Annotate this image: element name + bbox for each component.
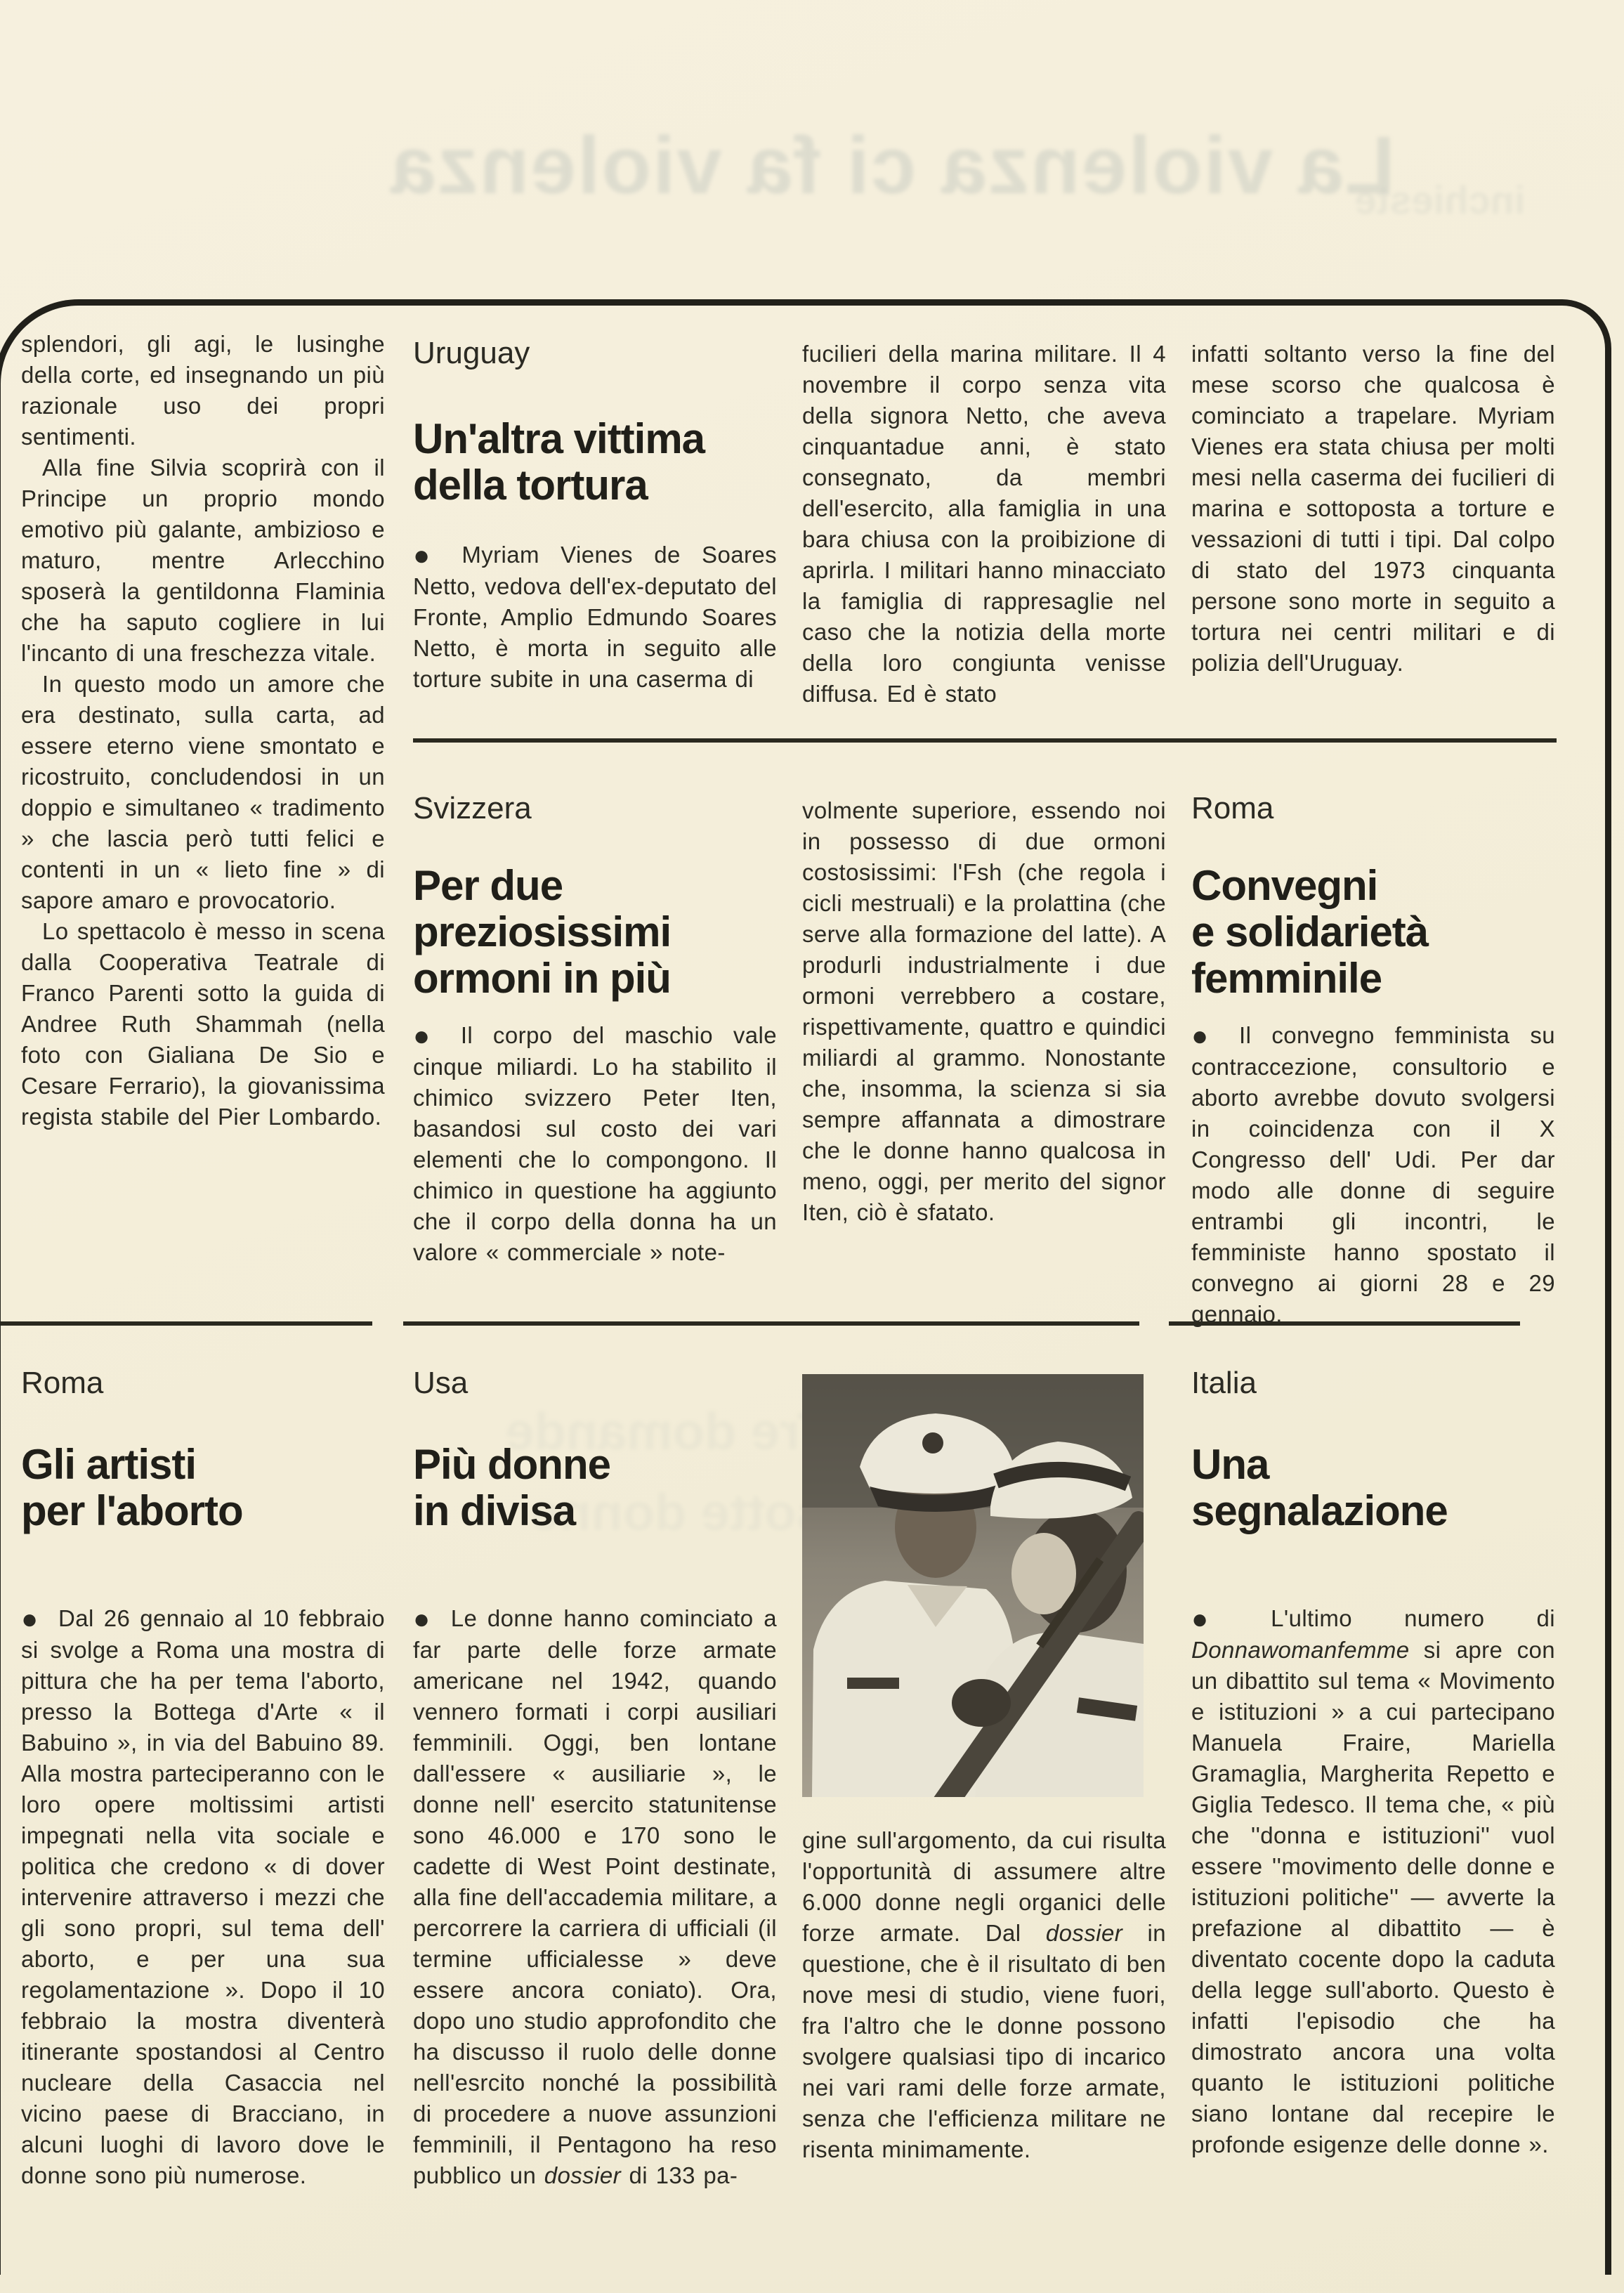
headline-convegni: [1191, 863, 1428, 1002]
paragraph: fucilieri della marina militare. Il 4 novembre il corpo senza vita della signora Netto, che aveva cinquantadue anni, è stato consegnato, da membri dell'esercito, alla famiglia in una bara chiusa con la proibizione di aprirla. I militari hanno minacciato la famiglia di rappresaglie nel caso che la notizia della morte della loro congiunta venisse diffusa. Ed è stato: [802, 341, 1166, 707]
article-text: Il corpo del maschio vale cinque miliardi. Lo ha stabilito il chimico svizzero Peter Iten, basandosi sul costo dei vari elementi che lo compongono. Il chimico in questione ha aggiunto che il corpo della donna ha un valore « commerciale » note-: [413, 1022, 777, 1265]
article-svizzera-col1: [413, 1020, 777, 1268]
headline-line: segnalazione: [1191, 1487, 1448, 1534]
headline-artisti: [21, 1442, 243, 1534]
headline-piu-donne: [413, 1442, 610, 1534]
section-divider: [403, 1321, 1139, 1326]
article-text: L'ultimo numero di Donnawomanfemme si apre con un dibattito sul tema « Movimento e istituzioni » a cui partecipano Manuela Fraire, Mariella Gramaglia, Margherita Repetto e Giglia Tedesco. Il tema che, « più che ''donna e istituzioni'' vuol essere ''movimento delle donne e istituzioni politiche'' — avverte la prefazione al dibattito — è diventato cocente dopo la caduta della legge sull'aborto. Questo è infatti l'episodio che ha dimostrato ancora una volta quanto le istituzioni politiche siano lontane dal recepire le profonde esigenze delle donne ».: [1191, 1605, 1555, 2157]
headline-line: in divisa: [413, 1487, 576, 1534]
article-uruguay-col3: [1191, 339, 1555, 679]
bleed-through-section-tag: inchieste: [1354, 178, 1526, 222]
paragraph: [21, 1603, 385, 2191]
headline-line: Una: [1191, 1441, 1269, 1488]
section-divider: [413, 738, 1557, 743]
paragraph: In questo modo un amore che era destinato, sulla carta, ad essere eterno viene smontato e ricostruito, concludendosi in un doppio e simultaneo « tradimento » che lascia però tutti felici e contenti in un « lieto fine » di sapore amaro e provocatorio.: [21, 671, 385, 913]
headline-line: Convegni: [1191, 862, 1378, 909]
article-usa-col2: [802, 1825, 1166, 2165]
paragraph: infatti soltanto verso la fine del mese scorso che qualcosa è cominciato a trapelare. Myriam Vienes era stata chiusa per molti mesi nella caserma dei fucilieri di marina e sottoposta a torture e vessazioni di tutti i tipi. Dal colpo di stato del 1973 cinquanta persone sono morte in seguito a tortura nei centri militari e di polizia dell'Uruguay.: [1191, 341, 1555, 676]
paragraph: Lo spettacolo è messo in scena dalla Cooperativa Teatrale di Franco Parenti sotto la guida di Andree Ruth Shammah (nella foto con Gialiana De Sio e Cesare Ferrario), la giovanissima regista stabile del Pier Lombardo.: [21, 918, 385, 1130]
headline-line: per l'aborto: [21, 1487, 243, 1534]
paragraph: splendori, gli agi, le lusinghe della corte, ed insegnando un più razionale uso dei propri sentimenti.: [21, 331, 385, 450]
navy-cadets-photo: [802, 1374, 1144, 1797]
kicker-roma-convegni: Roma: [1191, 791, 1274, 825]
paragraph: [1191, 1603, 1555, 2160]
paragraph: [1191, 1020, 1555, 1330]
bullet-icon: ●: [1191, 1604, 1253, 1635]
headline-unaltra-vittima: [413, 416, 705, 509]
headline-line: ormoni in più: [413, 955, 671, 1002]
article-roma-convegni: [1191, 1020, 1555, 1330]
kicker-uruguay: Uruguay: [413, 336, 530, 370]
headline-line: e solidarietà: [1191, 908, 1429, 955]
section-divider: [0, 1321, 372, 1326]
bullet-icon: ●: [413, 540, 444, 571]
article-italia: [1191, 1603, 1555, 2160]
article-uruguay-col1: [413, 540, 777, 695]
paragraph: gine sull'argomento, da cui risulta l'opportunità di assumere altre 6.000 donne negli organici delle forze armate. Dal dossier in questione, che è il risultato di ben nove mesi di studio, viene fuori, fra l'altro che le donne possono svolgere qualsiasi tipo di incarico nei vari rami delle forze armate, senza che l'efficienza militare ne risenta minimamente.: [802, 1827, 1166, 2162]
bullet-icon: ●: [1191, 1021, 1222, 1052]
article-text: Le donne hanno cominciato a far parte delle forze armate americane nel 1942, quando vennero formati i corpi ausiliari femminili. Oggi, ben lontane dall'essere « ausiliarie », le donne nell' esercito statunitense sono 46.000 e 170 sono le cadette di West Point destinate, alla fine dell'accademia militare, a percorrere la carriera di ufficiali (il termine ufficialesse » deve essere ancora coniato). Ora, dopo uno studio approfondito che ha discusso il ruolo delle donne nell'esrcito nonché la possibilità di procedere a nuove assunzioni femminili, il Pentagono ha reso pubblico un dossier di 133 pa-: [413, 1605, 778, 2188]
paragraph: [413, 540, 777, 695]
article-text: Il convegno femminista su contraccezione, consultorio e aborto avrebbe dovuto svolgersi in coincidenza con il X Congresso dell' Udi. Per dar modo alle donne di seguire entrambi gli incontri, le femministe hanno spostato il convegno ai giorni 28 e 29 gennaio.: [1191, 1022, 1556, 1327]
paragraph: [413, 1020, 777, 1268]
headline-line: Più donne: [413, 1441, 610, 1488]
kicker-roma-artisti: Roma: [21, 1366, 104, 1400]
article-roma-artisti: [21, 1603, 385, 2191]
headline-segnalazione: [1191, 1442, 1448, 1534]
headline-line: Gli artisti: [21, 1441, 197, 1488]
bleed-through-line: sotte donne: [530, 1483, 825, 1541]
article-text: Myriam Vienes de Soares Netto, vedova dell'ex-deputato del Fronte, Amplio Edmundo Soares Netto, è morta in seguito alle torture subite in una caserma di: [413, 542, 777, 692]
paragraph: [413, 1603, 777, 2191]
headline-line: Per due: [413, 862, 563, 909]
bullet-icon: ●: [21, 1604, 41, 1635]
headline-line: preziosissimi: [413, 908, 672, 955]
article-uruguay-col2: [802, 339, 1166, 710]
kicker-svizzera: Svizzera: [413, 791, 532, 825]
article-text: Dal 26 gennaio al 10 febbraio si svolge a Roma una mostra di pittura che ha per tema l'aborto, presso la Bottega d'Arte « il Babuino », in via del Babuino 89. Alla mostra parteciperanno con le loro opere moltissimi artisti impegnati nella vita sociale e politica che credono « di dover intervenire attraverso i mezzi che gli sono propri, sul tema dell' aborto, e per una sua regolamentazione ». Dopo il 10 febbraio la mostra diventerà itinerante spostandosi al Centro nucleare della Casaccia nel vicino paese di Bracciano, in alcuni luoghi di lavoro dove le donne sono più numerose.: [21, 1605, 386, 2188]
bullet-icon: ●: [413, 1021, 443, 1052]
bleed-through-headline: La violenza ci fa violenza: [389, 119, 1395, 211]
article-usa-col1: [413, 1603, 777, 2191]
headline-line: della tortura: [413, 462, 648, 509]
headline-line: Un'altra vittima: [413, 415, 705, 462]
headline-line: femminile: [1191, 955, 1382, 1002]
article-svizzera-col2: [802, 795, 1166, 1228]
kicker-italia: Italia: [1191, 1366, 1257, 1400]
paragraph: Alla fine Silvia scoprirà con il Principe un proprio mondo emotivo più galante, ambizioso e maturo, mentre Arlecchino sposerà la gentildonna Flaminia che ha saputo cogliere in lui l'incanto di una freschezza vitale.: [21, 455, 385, 666]
navy-cadets-photo-art: [802, 1374, 1144, 1797]
kicker-usa: Usa: [413, 1366, 469, 1400]
headline-ormoni: [413, 863, 671, 1002]
bullet-icon: ●: [413, 1604, 433, 1635]
paragraph: volmente superiore, essendo noi in possesso di due ormoni costosissimi: l'Fsh (che regola i cicli mestruali) e la prolattina (che serve alla formazione del latte). A produrli industrialmente i due ormoni verrebbero a costare, rispettivamente, quattro e quindici miliardi al grammo. Nonostante che, insomma, la scienza si sia sempre affannata a dimostrare che le donne hanno qualcosa in meno, oggi, per merito del signor Iten, ciò è sfatato.: [802, 797, 1166, 1225]
article-theatre-continuation: [21, 329, 385, 1132]
bleed-through-line: Tre domande: [505, 1402, 829, 1461]
